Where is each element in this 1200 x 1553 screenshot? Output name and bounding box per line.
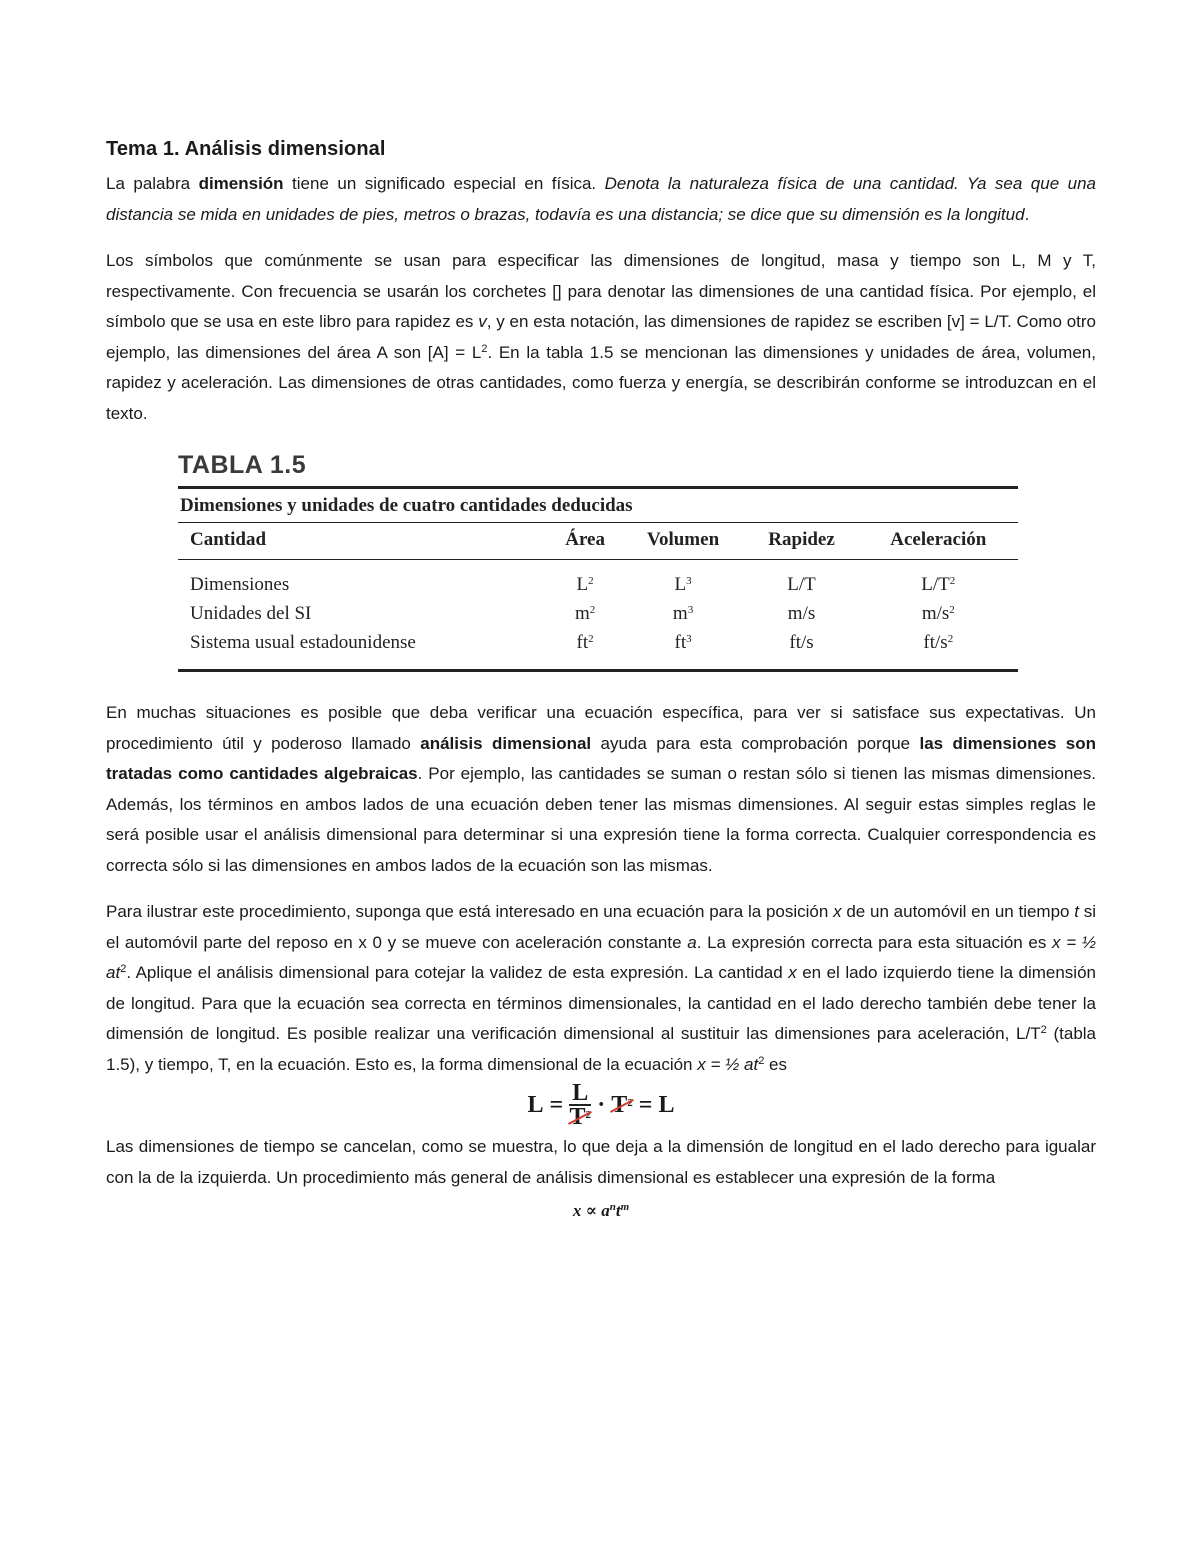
cancelled-term: $T^2$ (611, 1091, 633, 1118)
text: . Por ejemplo, las cantidades se suman o restan sólo si tienen las mismas dimensiones. Además, los términos en ambos lados de una ecuación deben tener las mismas dimensiones. Al seguir estas simples reglas le será posible usar el análisis dimensional para determinar si una expresión tiene la forma correcta. Cualquier correspondencia es correcta sólo si las dimensiones en ambos lados de la ecuación son las mismas. (106, 764, 1096, 875)
paragraph-2 (106, 246, 1096, 429)
paragraph-5: Las dimensiones de tiempo se cancelan, como se muestra, lo que deja a la dimensión de longitud en el lado derecho para igualar con la de la izquierda. Un procedimiento más general de análisis dimensional es establecer una expresión de la forma (106, 1137, 1096, 1187)
header-area: Área (549, 523, 622, 560)
row-label: Dimensiones (190, 574, 290, 595)
cancelled-term: $T^2$ (569, 1104, 591, 1130)
cell: m/s (787, 603, 816, 624)
text: Los símbolos que comúnmente se usan para especificar las dimensiones de longitud, masa y tiempo son L, M y T, respectivamente. Con frecuencia se usarán los corchetes [] para denotar las dimensiones de una cantidad física. Por ejemplo, el símbolo que se usa en este libro para rapidez es (106, 251, 1096, 331)
paragraph-1 (106, 169, 1096, 230)
inline-equation: x = ½ at (697, 1054, 759, 1074)
italic-symbol: v (478, 312, 487, 331)
proportionality-equation: $x \propto a^nt^m$ (572, 1201, 630, 1220)
header-rapidez: Rapidez (744, 523, 858, 560)
bold-term: las dimensiones son tratadas como cantidades algebraicas (106, 733, 1096, 783)
cell: $m/s^2$ (921, 603, 955, 624)
cell: $ft^2$ (576, 632, 594, 653)
cell: L/T (787, 574, 816, 595)
table-row (178, 599, 1018, 628)
table-bottom-rule (178, 669, 1018, 672)
table-caption: Dimensiones y unidades de cuatro cantidades deducidas (180, 495, 633, 516)
cell: $L^2$ (576, 574, 594, 595)
fraction: $\frac{L}{T^2}$ (569, 1080, 591, 1130)
text: , y en esta notación, las dimensiones de rapidez se escriben [v] = L/T. Como otro ejemplo, las dimensiones del área A son [A] = L (106, 312, 1096, 362)
superscript: 2 (481, 342, 488, 355)
text: . (1024, 204, 1030, 224)
cell: $m^2$ (574, 603, 596, 624)
table-row (178, 560, 1018, 600)
table-row (178, 628, 1018, 669)
italic-text: Denota la naturaleza física de una cantidad. Ya sea que una distancia se mida en unidades de pies, metros o brazas, todavía es una distancia; se dice que su dimensión es la longitud (106, 174, 1096, 224)
text: En muchas situaciones es posible que deba verificar una ecuación específica, para ver si satisface sus expectativas. Un procedimiento útil y poderoso llamado (106, 703, 1096, 753)
cell: ft/s (789, 632, 814, 653)
paragraph-4: Para ilustrar este procedimiento, suponga que está interesado en una ecuación para la posición x de un automóvil en un tiempo t si el automóvil parte del reposo en x 0 y se mueve con aceleración constante a. La expresión correcta para esta situación es x = ½ $at^2$. Aplique el análisis dimensional para cotejar la validez de esta expresión. La cantidad x en el lado izquierdo tiene la dimensión de longitud. Para que la ecuación sea correcta en términos dimensionales, la cantidad en el lado derecho también debe tener la dimensión de longitud. Es posible realizar una verificación dimensional al sustituir las dimensiones para aceleración, $L/T^2$ (tabla 1.5), y tiempo, T, en la ecuación. Esto es, la forma dimensional de la ecuación x = ½ $at^2$ es (106, 902, 1097, 1074)
text: . En la tabla 1.5 se mencionan las dimensiones y unidades de área, volumen, rapidez y aceleración. Las dimensiones de otras cantidades, como fuerza y energía, se describirán conforme se introduzcan en el texto. (106, 342, 1096, 423)
cell: $ft^3$ (674, 632, 692, 653)
text: La palabra (106, 174, 199, 193)
document-page (106, 120, 1096, 1221)
row-label: Unidades del SI (190, 603, 312, 624)
inline-equation: x = ½ at (106, 932, 1096, 982)
header-cantidad: Cantidad (178, 523, 549, 560)
cell: $L/T^2$ (921, 574, 956, 595)
dimensional-equation: L = $\frac{L}{T^2}$ · $T^2$ = L (527, 1080, 675, 1130)
row-label: Sistema usual estadounidense (190, 632, 416, 653)
header-volumen: Volumen (622, 523, 745, 560)
table-label: TABLA 1.5 (178, 451, 307, 479)
header-aceleracion: Aceleración (859, 523, 1018, 560)
paragraph-3 (106, 698, 1096, 881)
table-header-row (178, 523, 1018, 560)
text: ayuda para esta comprobación porque (591, 733, 920, 753)
bold-term: dimensión (198, 174, 284, 193)
cell: $ft/s^2$ (923, 632, 954, 653)
bold-term: análisis dimensional (420, 733, 592, 753)
section-title: Tema 1. Análisis dimensional (106, 138, 386, 160)
cell: $m^3$ (672, 603, 694, 624)
text: tiene un significado especial en física. (283, 174, 605, 193)
table-1-5 (178, 451, 1018, 672)
cell: $L^3$ (674, 574, 692, 595)
dimensions-table (178, 523, 1018, 669)
